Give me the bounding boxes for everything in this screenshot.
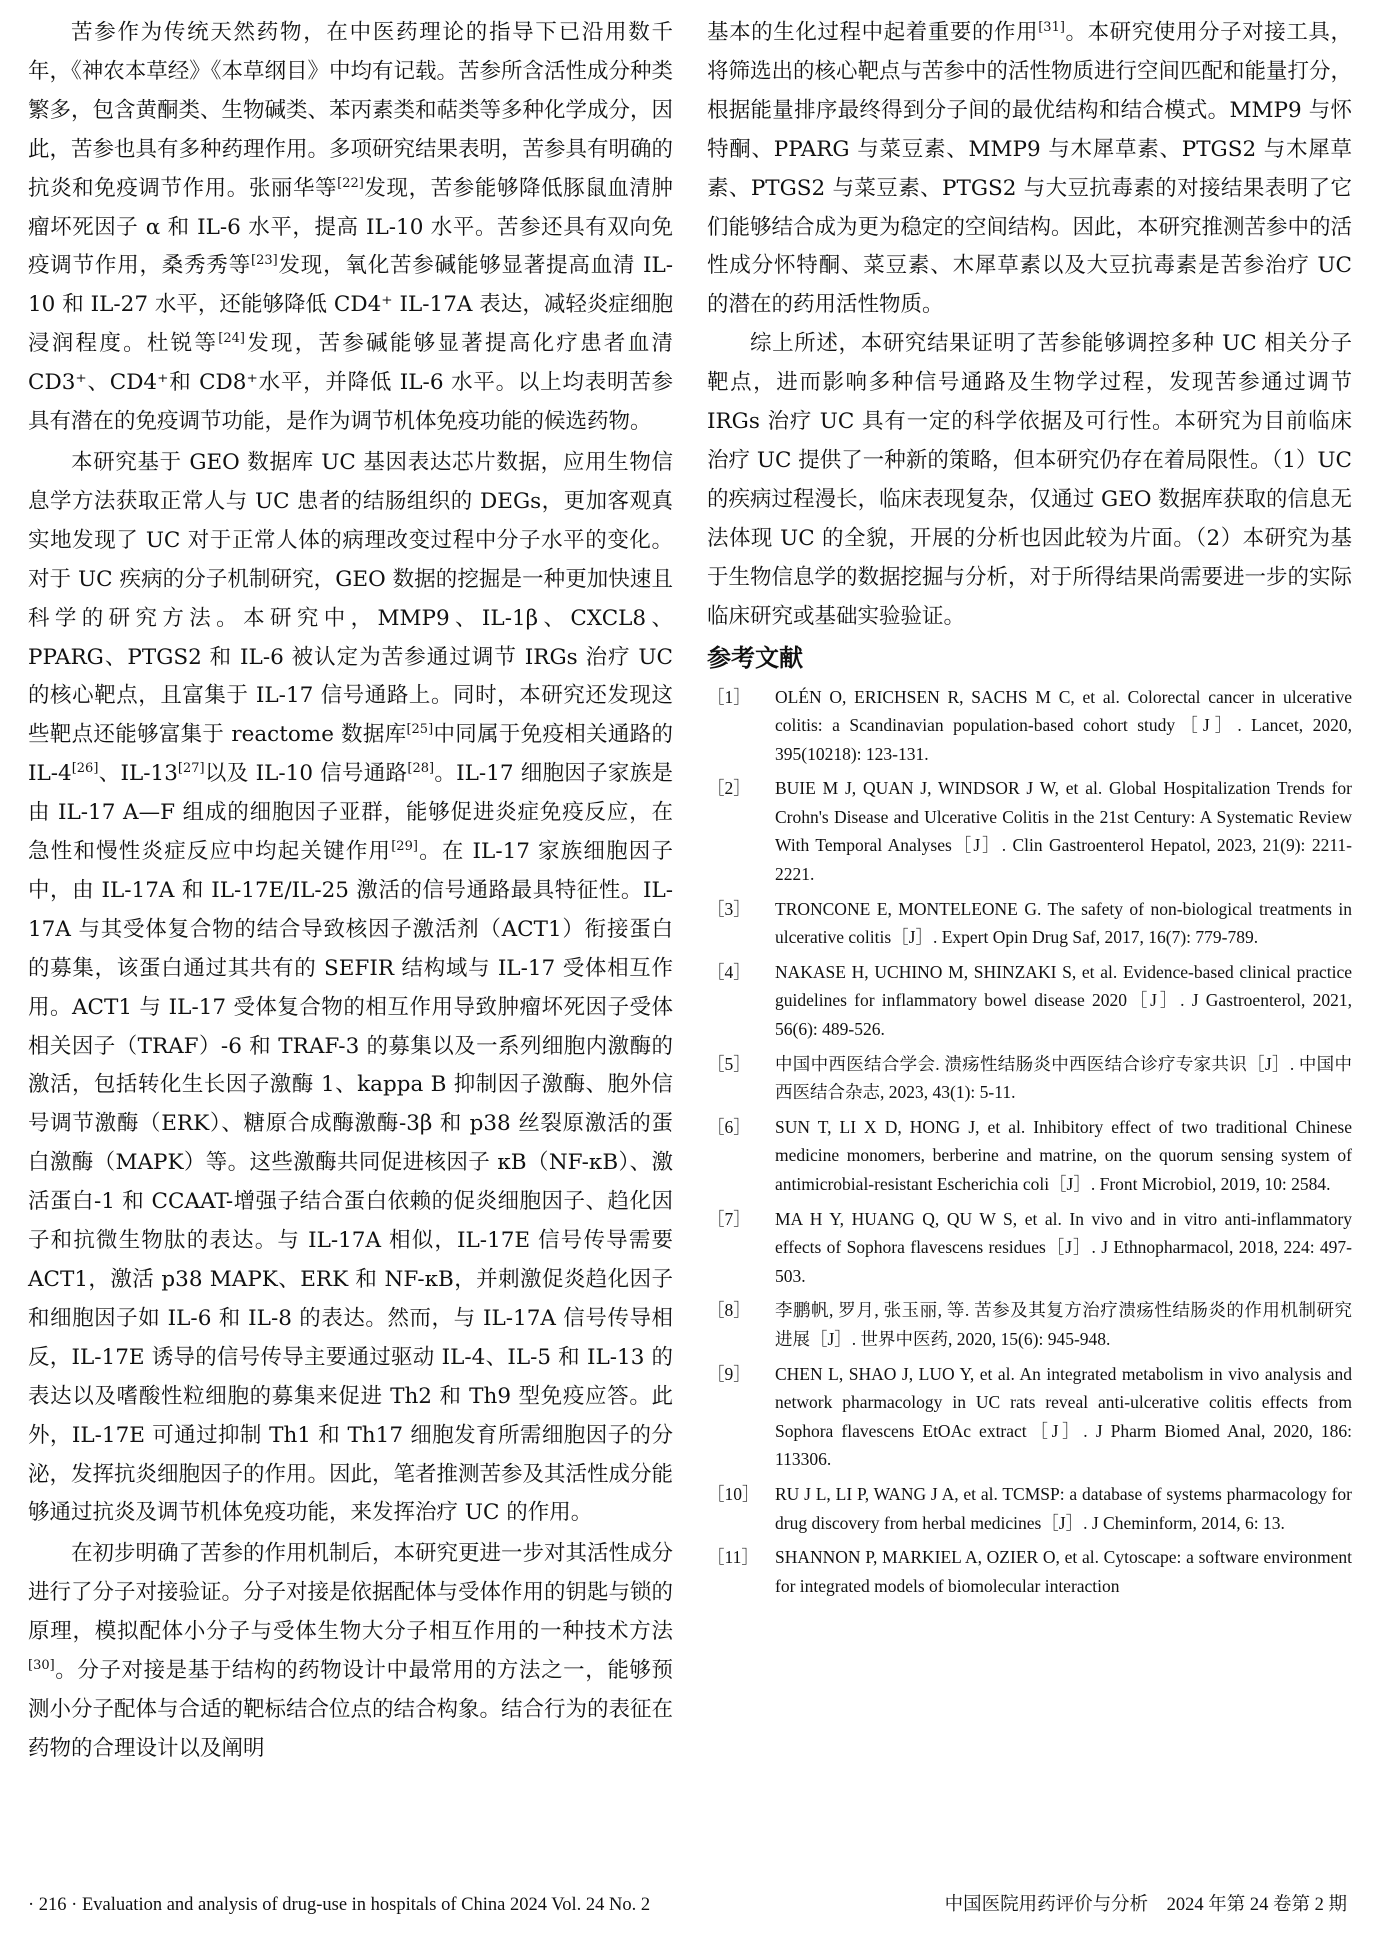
reference-item	[707, 774, 1352, 888]
reference-item	[707, 1050, 1352, 1107]
reference-text: NAKASE H, UCHINO M, SHINZAKI S, et al. Evidence-based clinical practice guidelines for inflammatory bowel disease 2020［J］. J Gastroenterol, 2021, 56(6): 489-526.	[775, 961, 1352, 1040]
citation-marker: [30]	[28, 1657, 55, 1673]
citation-marker: [26]	[71, 761, 99, 777]
paragraph: 本研究基于 GEO 数据库 UC 基因表达芯片数据，应用生物信息学方法获取正常人与 UC 患者的结肠组织的 DEGs，更加客观真实地发现了 UC 对于正常人体的病理改变过程中分子水平的变化。对于 UC 疾病的分子机制研究，GEO 数据的挖掘是一种更加快速且科学的研究方法。本研究中，MMP9、IL-1β、CXCL8、PPARG、PTGS2 和 IL-6 被认定为苦参通过调节 IRGs 治疗 UC 的核心靶点，且富集于 IL-17 信号通路上。同时，本研究还发现这些靶点还能够富集于 reactome 数据库[25]中同属于免疫相关通路的 IL-4[26]、IL-13[27]以及 IL-10 信号通路[28]。IL-17 细胞因子家族是由 IL-17 A—F 组成的细胞因子亚群，能够促进炎症免疫反应，在急性和慢性炎症反应中均起关键作用[29]。在 IL-17 家族细胞因子中，由 IL-17A 和 IL-17E/IL-25 激活的信号通路最具特征性。IL-17A 与其受体复合物的结合导致核因子激活剂（ACT1）衔接蛋白的募集，该蛋白通过其共有的 SEFIR 结构域与 IL-17 受体相互作用。ACT1 与 IL-17 受体复合物的相互作用导致肿瘤坏死因子受体相关因子（TRAF）-6 和 TRAF-3 的募集以及一系列细胞内激酶的激活，包括转化生长因子激酶 1、kappa B 抑制因子激酶、胞外信号调节激酶（ERK）、糖原合成酶激酶-3β 和 p38 丝裂原激活的蛋白激酶（MAPK）等。这些激酶共同促进核因子 κB（NF-κB）、激活蛋白-1 和 CCAAT-增强子结合蛋白依赖的促炎细胞因子、趋化因子和抗微生物肽的表达。与 IL-17A 相似，IL-17E 信号传导需要 ACT1，激活 p38 MAPK、ERK 和 NF-κB，并刺激促炎趋化因子和细胞因子如 IL-6 和 IL-8 的表达。然而，与 IL-17A 信号传导相反，IL-17E 诱导的信号传导主要通过驱动 IL-4、IL-5 和 IL-13 的表达以及嗜酸性粒细胞的募集来促进 Th2 和 Th9 型免疫应答。此外，IL-17E 可通过抑制 Th1 和 Th17 细胞发育所需细胞因子的分泌，发挥抗炎细胞因子的作用。因此，笔者推测苦参及其活性成分能够通过抗炎及调节机体免疫功能，来发挥治疗 UC 的作用。	[28, 449, 674, 1526]
paragraph: 苦参作为传统天然药物，在中医药理论的指导下已沿用数千年，《神农本草经》《本草纲目》中均有记载。苦参所含活性成分种类繁多，包含黄酮类、生物碱类、苯丙素类和萜类等多种化学成分，因此，苦参也具有多种药理作用。多项研究结果表明，苦参具有明确的抗炎和免疫调节作用。张丽华等[22]发现，苦参能够降低豚鼠血清肿瘤坏死因子 α 和 IL-6 水平，提高 IL-10 水平。苦参还具有双向免疫调节作用，桑秀秀等[23]发现，氧化苦参碱能够显著提高血清 IL-10 和 IL-27 水平，还能够降低 CD4⁺ IL-17A 表达，减轻炎症细胞浸润程度。杜锐等[24]发现，苦参碱能够显著提高化疗患者血清 CD3⁺、CD4⁺和 CD8⁺水平，并降低 IL-6 水平。以上均表明苦参具有潜在的免疫调节功能，是作为调节机体免疫功能的候选药物。	[28, 20, 674, 435]
citation-marker: [24]	[218, 331, 245, 347]
reference-number: ［7］	[707, 1208, 751, 1229]
citation-marker: [23]	[251, 253, 278, 269]
reference-text: SUN T, LI X D, HONG J, et al. Inhibitory effect of two traditional Chinese medicine monomers, berberine and matrine, on the quorum sensing system of antimicrobial-resistant Escherichia coli［J］. Front Microbiol, 2019, 10: 2584.	[775, 1116, 1352, 1194]
reference-text: 李鹏帆, 罗月, 张玉丽, 等. 苦参及其复方治疗溃疡性结肠炎的作用机制研究进展［J］. 世界中医药, 2020, 15(6): 945-948.	[775, 1300, 1352, 1349]
reference-item	[707, 895, 1352, 952]
right-column	[707, 14, 1352, 1606]
reference-text: SHANNON P, MARKIEL A, OZIER O, et al. Cytoscape: a software environment for integrated models of biomolecular interaction	[775, 1547, 1352, 1596]
reference-text: RU J L, LI P, WANG J A, et al. TCMSP: a database of systems pharmacology for drug discovery from herbal medicines［J］. J Cheminform, 2014, 6: 13.	[775, 1483, 1352, 1533]
citation-marker: [25]	[406, 722, 434, 738]
footer-journal-english: · 216 · Evaluation and analysis of drug-use in hospitals of China 2024 Vol. 24 No. 2	[28, 1895, 651, 1915]
reference-text: BUIE M J, QUAN J, WINDSOR J W, et al. Global Hospitalization Trends for Crohn's Disease and Ulcerative Colitis in the 21st Century: A Systematic Review With Temporal Analyses［J］. Clin Gastroenterol Hepatol, 2023, 21(9): 2211-2221.	[775, 778, 1352, 885]
paragraph: 基本的生化过程中起着重要的作用[31]。本研究使用分子对接工具，将筛选出的核心靶点与苦参中的活性物质进行空间匹配和能量打分，根据能量排序最终得到分子间的最优结构和结合模式。MMP9 与怀特酮、PPARG 与菜豆素、MMP9 与木犀草素、PTGS2 与木犀草素、PTGS2 与菜豆素、PTGS2 与大豆抗毒素的对接结果表明了它们能够结合成为更为稳定的空间结构。因此，本研究推测苦参中的活性成分怀特酮、菜豆素、木犀草素以及大豆抗毒素是苦参治疗 UC 的潜在的药用活性物质。	[707, 19, 1353, 318]
reference-number: ［4］	[707, 961, 751, 982]
reference-item	[707, 1360, 1352, 1474]
citation-marker: [31]	[1038, 19, 1065, 35]
reference-number: ［11］	[707, 1547, 759, 1568]
citation-marker: [27]	[177, 761, 205, 777]
paragraph: 在初步明确了苦参的作用机制后，本研究更进一步对其活性成分进行了分子对接验证。分子对接是依据配体与受体作用的钥匙与锁的原理，模拟配体小分子与受体生物大分子相互作用的一种技术方法[30]。分子对接是基于结构的药物设计中最常用的方法之一，能够预测小分子配体与合适的靶标结合位点的结合构象。结合行为的表征在药物的合理设计以及阐明	[28, 1541, 674, 1761]
reference-number: ［9］	[707, 1363, 751, 1384]
reference-item	[707, 1543, 1352, 1600]
footer-journal-chinese: 中国医院用药评价与分析 2024 年第 24 卷第 2 期	[944, 1895, 1347, 1915]
reference-number: ［1］	[707, 686, 751, 707]
reference-list	[707, 683, 1352, 1601]
reference-item	[707, 958, 1352, 1044]
references-heading: 参考文献	[707, 643, 803, 672]
reference-number: ［10］	[707, 1483, 760, 1504]
reference-item	[707, 683, 1352, 769]
left-column	[28, 14, 673, 1769]
reference-item	[707, 1205, 1352, 1291]
reference-text: MA H Y, HUANG Q, QU W S, et al. In vivo and in vitro anti-inflammatory effects of Sophora flavescens residues［J］. J Ethnopharmacol, 2018, 224: 497-503.	[775, 1208, 1352, 1286]
reference-text: CHEN L, SHAO J, LUO Y, et al. An integrated metabolism in vivo analysis and network pharmacology in UC rats reveal anti-ulcerative colitis effects from Sophora flavescens EtOAc extract［J］. J Pharm Biomed Anal, 2020, 186: 113306.	[775, 1363, 1352, 1470]
reference-number: ［5］	[707, 1053, 751, 1074]
reference-text: TRONCONE E, MONTELEONE G. The safety of non-biological treatments in ulcerative colitis［J］. Expert Opin Drug Saf, 2017, 16(7): 779-789.	[775, 898, 1352, 948]
paragraph: 综上所述，本研究结果证明了苦参能够调控多种 UC 相关分子靶点，进而影响多种信号通路及生物学过程，发现苦参通过调节 IRGs 治疗 UC 具有一定的科学依据及可行性。本研究为目前临床治疗 UC 提供了一种新的策略，但本研究仍存在着局限性。（1）UC 的疾病过程漫长，临床表现复杂，仅通过 GEO 数据库获取的信息无法体现 UC 的全貌，开展的分析也因此较为片面。（2）本研究为基于生物信息学的数据挖掘与分析，对于所得结果尚需要进一步的实际临床研究或基础实验验证。	[707, 331, 1353, 629]
citation-marker: [28]	[407, 761, 435, 777]
reference-number: ［6］	[707, 1116, 751, 1137]
reference-item	[707, 1296, 1352, 1353]
reference-text: 中国中西医结合学会. 溃疡性结肠炎中西医结合诊疗专家共识［J］. 中国中西医结合杂志, 2023, 43(1): 5-11.	[775, 1053, 1352, 1103]
reference-number: ［2］	[707, 778, 751, 799]
citation-marker: [22]	[337, 175, 364, 191]
citation-marker: [29]	[391, 838, 418, 854]
reference-text: OLÉN O, ERICHSEN R, SACHS M C, et al. Colorectal cancer in ulcerative colitis: a Scandinavian population-based cohort study［J］. Lancet, 2020, 395(10218): 123-131.	[775, 686, 1352, 764]
reference-number: ［8］	[707, 1300, 751, 1321]
reference-item	[707, 1113, 1352, 1199]
reference-item	[707, 1480, 1352, 1537]
reference-number: ［3］	[707, 898, 751, 919]
